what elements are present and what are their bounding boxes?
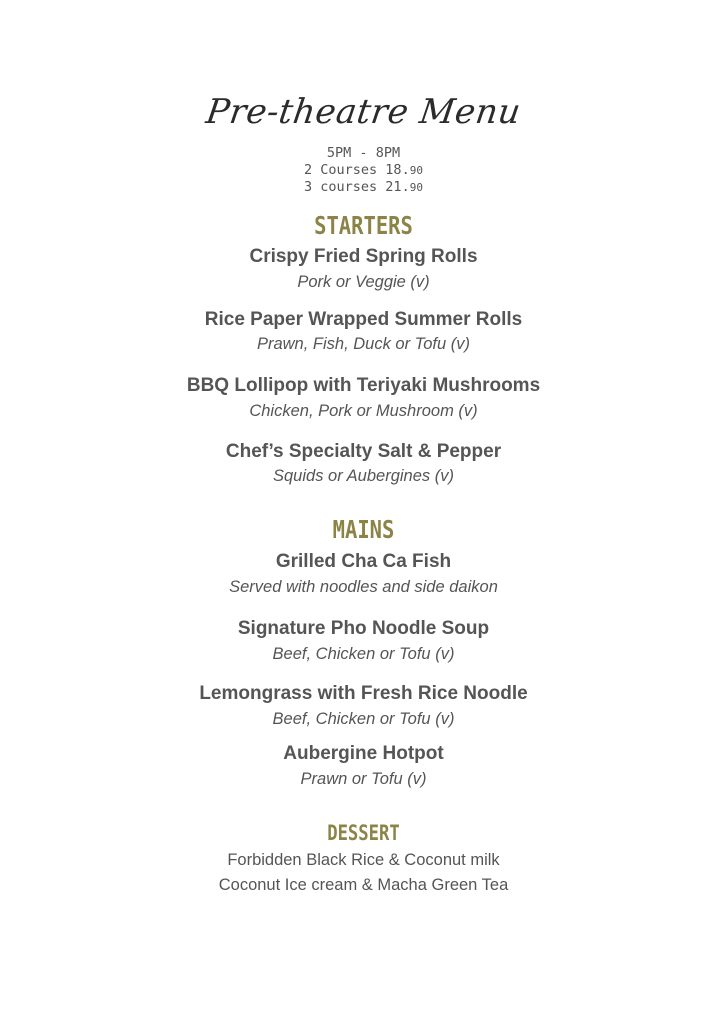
starter-item-name: Rice Paper Wrapped Summer Rolls — [204, 309, 523, 330]
main-item-desc: Beef, Chicken or Tofu (v) — [272, 645, 455, 663]
starter-item-name: Chef’s Specialty Salt & Pepper — [225, 441, 502, 462]
main-item-name: Grilled Cha Ca Fish — [275, 551, 452, 572]
starter-item-name: BBQ Lollipop with Teriyaki Mushrooms — [186, 375, 541, 396]
three-courses-cents: 90 — [409, 181, 423, 194]
menu-title: Pre-theatre Menu — [203, 92, 524, 132]
main-item-desc: Prawn or Tofu (v) — [300, 770, 427, 788]
main-item-name: Lemongrass with Fresh Rice Noodle — [199, 683, 528, 704]
main-item-name: Signature Pho Noodle Soup — [237, 618, 490, 639]
starter-item-desc: Squids or Aubergines (v) — [273, 467, 454, 485]
dessert-item: Coconut Ice cream & Macha Green Tea — [218, 876, 509, 894]
starter-item-desc: Pork or Veggie (v) — [297, 273, 430, 291]
mains-heading: MAINS — [332, 515, 395, 544]
main-item-desc: Served with noodles and side daikon — [229, 578, 498, 596]
three-courses-label: 3 courses 21. — [304, 179, 410, 195]
three-courses-price — [0, 179, 727, 195]
two-courses-cents: 90 — [409, 164, 423, 177]
dessert-item: Forbidden Black Rice & Coconut milk — [227, 851, 500, 869]
main-item-desc: Beef, Chicken or Tofu (v) — [272, 710, 455, 728]
starter-item-desc: Chicken, Pork or Mushroom (v) — [249, 402, 478, 420]
main-item-name: Aubergine Hotpot — [283, 743, 444, 764]
dessert-heading: DESSERT — [327, 821, 400, 845]
hours-line: 5PM - 8PM — [326, 145, 401, 161]
starters-heading: STARTERS — [314, 211, 413, 240]
starter-item-desc: Prawn, Fish, Duck or Tofu (v) — [256, 335, 471, 353]
starter-item-name: Crispy Fried Spring Rolls — [249, 246, 478, 267]
two-courses-price — [0, 162, 727, 178]
two-courses-label: 2 Courses 18. — [304, 162, 410, 178]
